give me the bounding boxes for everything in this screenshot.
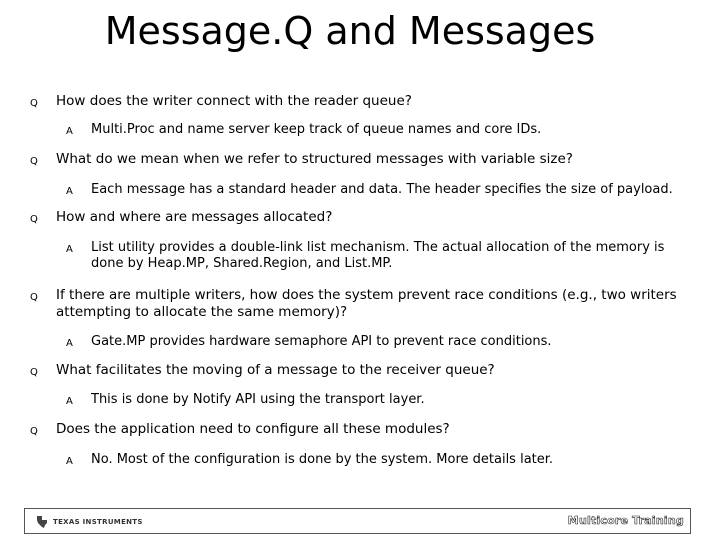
question-marker: Q xyxy=(30,156,38,167)
brand-label: Multicore Training xyxy=(567,514,684,527)
answer-text: Each message has a standard header and data. The header specifies the size of payload. xyxy=(91,182,673,197)
question-text: How and where are messages allocated? xyxy=(56,209,333,225)
question-text: If there are multiple writers, how does the system prevent race conditions (e.g., two writers attempting to allocate the same memory)? xyxy=(56,287,677,320)
answer-text: List utility provides a double-link list mechanism. The actual allocation of the memory is done by Heap.MP, Shared.Region, and List.MP. xyxy=(91,240,665,271)
question-text: How does the writer connect with the reader queue? xyxy=(56,93,412,109)
texas-state-icon xyxy=(35,515,49,529)
answer-text: This is done by Notify API using the transport layer. xyxy=(91,392,425,407)
slide-title: Message.Q and Messages xyxy=(104,9,596,53)
answer-marker: A xyxy=(66,244,73,255)
question-text: Does the application need to configure all these modules? xyxy=(56,421,450,437)
ti-logo xyxy=(35,515,143,529)
question-marker: Q xyxy=(30,214,38,225)
answer-marker: A xyxy=(66,396,73,407)
footer-bar xyxy=(24,508,691,534)
answer-text: Multi.Proc and name server keep track of queue names and core IDs. xyxy=(91,122,542,137)
answer-marker: A xyxy=(66,126,73,137)
answer-marker: A xyxy=(66,338,73,349)
answer-text: No. Most of the configuration is done by the system. More details later. xyxy=(91,452,554,467)
answer-text: Gate.MP provides hardware semaphore API to prevent race conditions. xyxy=(91,334,552,349)
question-text: What facilitates the moving of a message to the receiver queue? xyxy=(56,362,495,378)
question-marker: Q xyxy=(30,292,38,303)
question-text: What do we mean when we refer to structured messages with variable size? xyxy=(56,151,573,167)
question-marker: Q xyxy=(30,426,38,437)
question-marker: Q xyxy=(30,98,38,109)
question-marker: Q xyxy=(30,367,38,378)
ti-logo-text: TEXAS INSTRUMENTS xyxy=(53,518,143,526)
answer-marker: A xyxy=(66,456,73,467)
answer-marker: A xyxy=(66,186,73,197)
